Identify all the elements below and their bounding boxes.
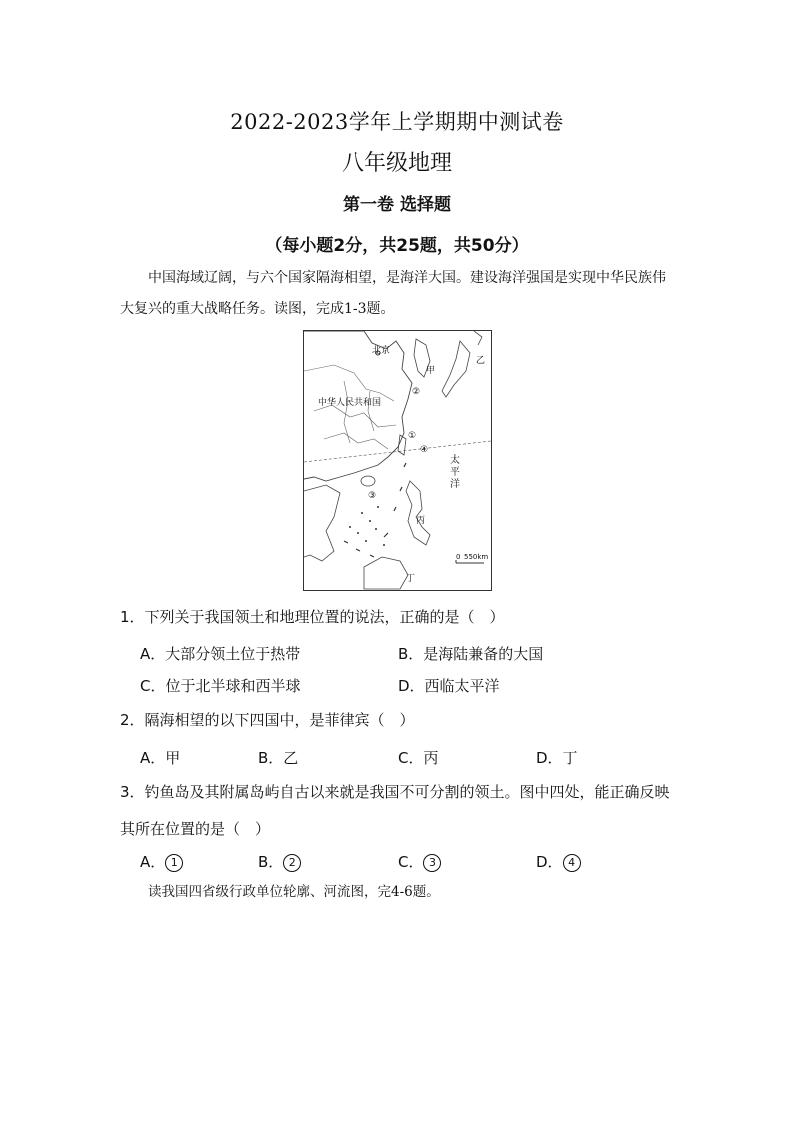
question-3-option-b[interactable] bbox=[258, 851, 301, 872]
question-2-option-a[interactable]: A．甲 bbox=[140, 749, 181, 767]
option-letter: B． bbox=[258, 853, 284, 871]
question-2-option-d[interactable]: D．丁 bbox=[536, 749, 578, 767]
question-3-option-c[interactable] bbox=[398, 851, 441, 872]
map-label-ding: 丁 bbox=[406, 574, 416, 584]
question-1-option-a[interactable]: A．大部分领土位于热带 bbox=[140, 645, 301, 663]
map-label-beijing: 北京 bbox=[372, 346, 391, 356]
map-label-marker-3: ③ bbox=[368, 491, 377, 501]
circled-number-2: 2 bbox=[283, 854, 301, 872]
option-letter: A． bbox=[140, 853, 166, 871]
question-3-option-a[interactable] bbox=[140, 851, 183, 872]
circled-number-3: 3 bbox=[423, 854, 441, 872]
option-letter: D． bbox=[536, 853, 563, 871]
map-label-jia: 甲 bbox=[426, 366, 436, 376]
question-2-option-c[interactable]: C．丙 bbox=[398, 749, 439, 767]
map-figure bbox=[303, 330, 492, 591]
scoring-note: （每小题2分，共25题，共50分） bbox=[265, 236, 529, 256]
map-label-pacific: 太平洋 bbox=[450, 455, 460, 490]
option-letter: C． bbox=[398, 853, 424, 871]
exam-title: 2022-2023学年上学期期中测试卷 bbox=[230, 110, 564, 134]
map-scale-label: 550km bbox=[464, 553, 489, 561]
question-3-stem: 3．钓鱼岛及其附属岛屿自古以来就是我国不可分割的领土。图中四处，能正确反映其所在位置的是（ ） bbox=[120, 783, 670, 838]
intro-paragraph: 中国海域辽阔，与六个国家隔海相望，是海洋大国。建设海洋强国是实现中华民族伟大复兴的重大战略任务。读图，完成1-3题。 bbox=[120, 270, 666, 317]
map-label-marker-4: ④ bbox=[420, 445, 429, 455]
circled-number-1: 1 bbox=[165, 854, 183, 872]
map-label-yi: 乙 bbox=[476, 356, 486, 366]
section-heading: 第一卷 选择题 bbox=[343, 195, 451, 215]
map-label-bing: 丙 bbox=[416, 516, 426, 526]
map-label-prc: 中华人民共和国 bbox=[318, 398, 382, 408]
question-1-option-d[interactable]: D．西临太平洋 bbox=[398, 677, 500, 695]
exam-subtitle: 八年级地理 bbox=[341, 151, 452, 176]
map-scale-zero: 0 bbox=[456, 553, 461, 561]
question-2-option-b[interactable]: B．乙 bbox=[258, 749, 299, 767]
map-label-marker-2: ② bbox=[412, 387, 421, 397]
question-1-option-c[interactable]: C．位于北半球和西半球 bbox=[140, 677, 301, 695]
question-1-stem: 1．下列关于我国领土和地理位置的说法，正确的是（ ） bbox=[120, 608, 505, 626]
next-section-lead: 读我国四省级行政单位轮廓、河流图，完4-6题。 bbox=[148, 884, 440, 900]
map-drawing bbox=[304, 331, 491, 590]
question-1-option-b[interactable]: B．是海陆兼备的大国 bbox=[398, 645, 544, 663]
question-2-stem: 2．隔海相望的以下四国中，是菲律宾（ ） bbox=[120, 711, 415, 729]
question-3-option-d[interactable] bbox=[536, 851, 581, 872]
map-label-marker-1: ① bbox=[408, 431, 417, 441]
circled-number-4: 4 bbox=[563, 854, 581, 872]
